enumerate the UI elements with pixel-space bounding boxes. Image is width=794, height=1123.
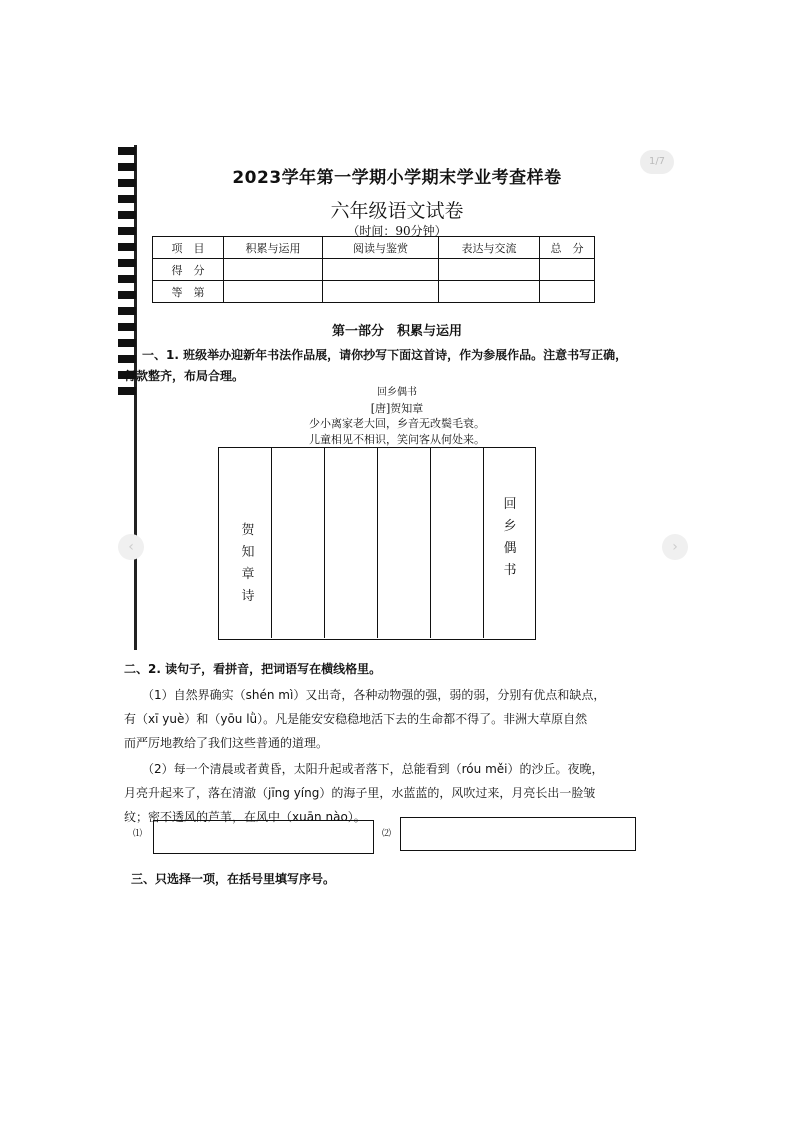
q1-line2: 行款整齐，布局合理。 [124,369,245,383]
q2-title: 二、2. 读句子，看拼音，把词语写在横线格里。 [124,662,382,676]
grid-divider [324,448,325,638]
grid-divider [271,448,272,638]
grid-poem-signature: 贺知章诗 [241,523,255,604]
score-cell[interactable] [224,281,323,303]
score-row-label: 得 分 [153,259,224,281]
next-page-button[interactable] [662,534,688,560]
grid-divider [430,448,431,638]
score-cell[interactable] [439,259,540,281]
chevron-right-icon: › [672,539,678,555]
chevron-left-icon: ‹ [128,539,134,555]
answer-box-1-label: ⑴ [133,829,143,839]
grid-divider [377,448,378,638]
score-header-cell: 表达与交流 [439,237,540,259]
poem-title: 回乡偶书 [377,387,417,398]
exam-title: 2023学年第一学期小学期末学业考查样卷 [232,168,562,188]
poem-line1: 少小离家老大回，乡音无改鬓毛衰。 [309,417,485,430]
page-indicator[interactable]: 1/7 [640,150,674,174]
score-cell[interactable] [323,259,439,281]
q2-p2-line1: （2）每一个清晨或者黄昏，太阳升起或者落下，总能看到（róu měi）的沙丘。夜晚， [142,762,604,776]
calligraphy-grid[interactable] [218,447,536,640]
poem-author: [唐]贺知章 [370,402,424,415]
score-cell[interactable] [540,281,595,303]
score-table-row [153,281,595,303]
score-header-cell: 积累与运用 [224,237,323,259]
score-header-cell: 项 目 [153,237,224,259]
poem-line2: 儿童相见不相识，笑问客从何处来。 [309,433,485,446]
score-cell[interactable] [224,259,323,281]
grid-poem-title: 回乡偶书 [503,497,517,578]
q2-p1-line3: 而严厉地教给了我们这些普通的道理。 [124,736,329,750]
answer-box-1[interactable] [153,820,374,854]
score-header-cell: 阅读与鉴赏 [323,237,439,259]
score-cell[interactable] [439,281,540,303]
q2-p1-line2: 有（xī yuè）和（yōu lǜ）。凡是能安安稳稳地活下去的生命都不得了。非洲大草原自然 [124,712,588,726]
grid-divider [483,448,484,638]
q2-p2-line3: 纹；密不透风的芦苇，在风中（xuān nào）。 [124,810,366,824]
part1-title: 第一部分 积累与运用 [331,324,462,339]
answer-box-2-label: ⑵ [382,829,392,839]
exam-subtitle: 六年级语文试卷 [330,200,464,222]
score-table-header-row [153,237,595,259]
score-table-row [153,259,595,281]
q2-p2-line2: 月亮升起来了，落在清澈（jīng yíng）的海子里，水蓝蓝的，风吹过来，月亮长出一脸皱 [124,786,596,800]
score-cell[interactable] [540,259,595,281]
prev-page-button[interactable] [118,534,144,560]
answer-box-2[interactable] [400,817,636,851]
q1-line1: 一、1. 班级举办迎新年书法作品展，请你抄写下面这首诗，作为参展作品。注意书写正确， [142,348,628,362]
score-row-label: 等 第 [153,281,224,303]
score-header-cell: 总 分 [540,237,595,259]
score-table [152,236,595,303]
q2-p1-line1: （1）自然界确实（shén mì）又出奇，各种动物强的强，弱的弱，分别有优点和缺点， [142,688,606,702]
score-cell[interactable] [323,281,439,303]
q3-title: 三、只选择一项，在括号里填写序号。 [131,872,336,886]
exam-time: （时间：90分钟） [347,224,447,238]
